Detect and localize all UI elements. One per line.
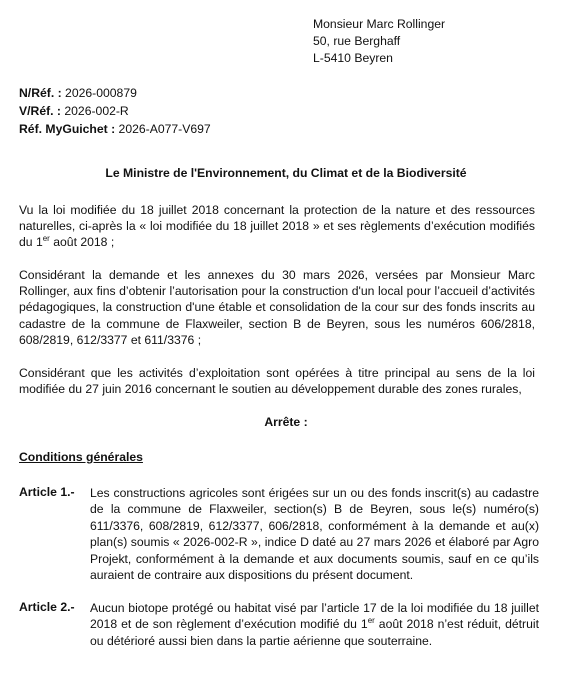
article-text: Les constructions agricoles sont érigées sur un ou des fonds inscrit(s) au cadastre de la commune de Flaxweiler, section(s) B de Beyren, sous le(s) numéro(s) 611/3376, 608/2819, 612/3377, 606/2818, conformément à la demande et au(x) plan(s) soumis « 2026-002-R », indice D daté au 27 mars 2026 et élaboré par Agro Projekt, conformément à la demande et aux documents soumis, sauf en ce qu’ils auraient de contraire aux dispositions du présent document.: [90, 486, 539, 583]
superscript: er: [367, 616, 375, 626]
superscript: er: [42, 234, 50, 244]
reference-value: 2026-A077-V697: [115, 122, 211, 136]
recipient-address: [313, 16, 445, 67]
paragraph-considerant-activites: Considérant que les activités d’exploitation sont opérées à titre principal au sens de la loi modifiée du 27 juin 2016 concernant le soutien au développement durable des zones rurales,: [19, 366, 535, 397]
references-block: [19, 84, 211, 138]
reference-label: Réf. MyGuichet :: [19, 122, 116, 136]
reference-label: V/Réf. :: [19, 104, 61, 118]
paragraph-text: Vu la loi modifiée du 18 juillet 2018 concernant la protection de la nature et des ressources naturelles, ci-après la « loi modifiée du 18 juillet 2018 » et ses règlements d’exécution modifiés du 1: [19, 203, 535, 250]
reference-myguichet: [19, 120, 211, 138]
paragraph-vu-la-loi: [19, 202, 535, 251]
recipient-street: 50, rue Berghaff: [313, 34, 401, 48]
reference-label: N/Réf. :: [19, 86, 62, 100]
article-1: [19, 485, 539, 583]
ministry-title: Le Ministre de l'Environnement, du Climat et de la Biodiversité: [105, 166, 467, 180]
article-label: Article 2.-: [19, 600, 75, 614]
paragraph-considerant-demande: Considérant la demande et les annexes du 30 mars 2026, versées par Monsieur Marc Rollinger, aux fins d’obtenir l’autorisation pour la construction d'un local pour l’accueil d’activités pédagogiques, la construction d'une étable et consolidation de la cour sur des fonds inscrits au cadastre de la commune de Flaxweiler, section B de Beyren, sous les numéros 606/2818, 608/2819, 612/3377 et 611/3376 ;: [19, 268, 535, 347]
reference-value: 2026-002-R: [60, 104, 129, 118]
article-2: [19, 600, 539, 649]
recipient-name: Monsieur Marc Rollinger: [313, 17, 446, 31]
article-text: [90, 600, 539, 649]
section-title: Conditions générales: [19, 450, 143, 464]
article-label: Article 1.-: [19, 485, 75, 499]
reference-our: [19, 84, 211, 102]
article-text-part: Aucun biotope protégé ou habitat visé par l’article 17 de la loi modifiée du 18 juillet 2018 et de son règlement d’exécution modifié du 1: [90, 601, 539, 632]
reference-your: [19, 102, 211, 120]
paragraph-text: août 2018 ;: [49, 235, 115, 250]
arrete-heading: Arrête :: [264, 415, 308, 429]
reference-value: 2026-000879: [61, 86, 137, 100]
recipient-city: L-5410 Beyren: [313, 51, 393, 65]
article-text-part: août 2018 n’est réduit, détruit ou détérioré aussi bien dans la partie aérienne que souterraine.: [90, 617, 539, 648]
